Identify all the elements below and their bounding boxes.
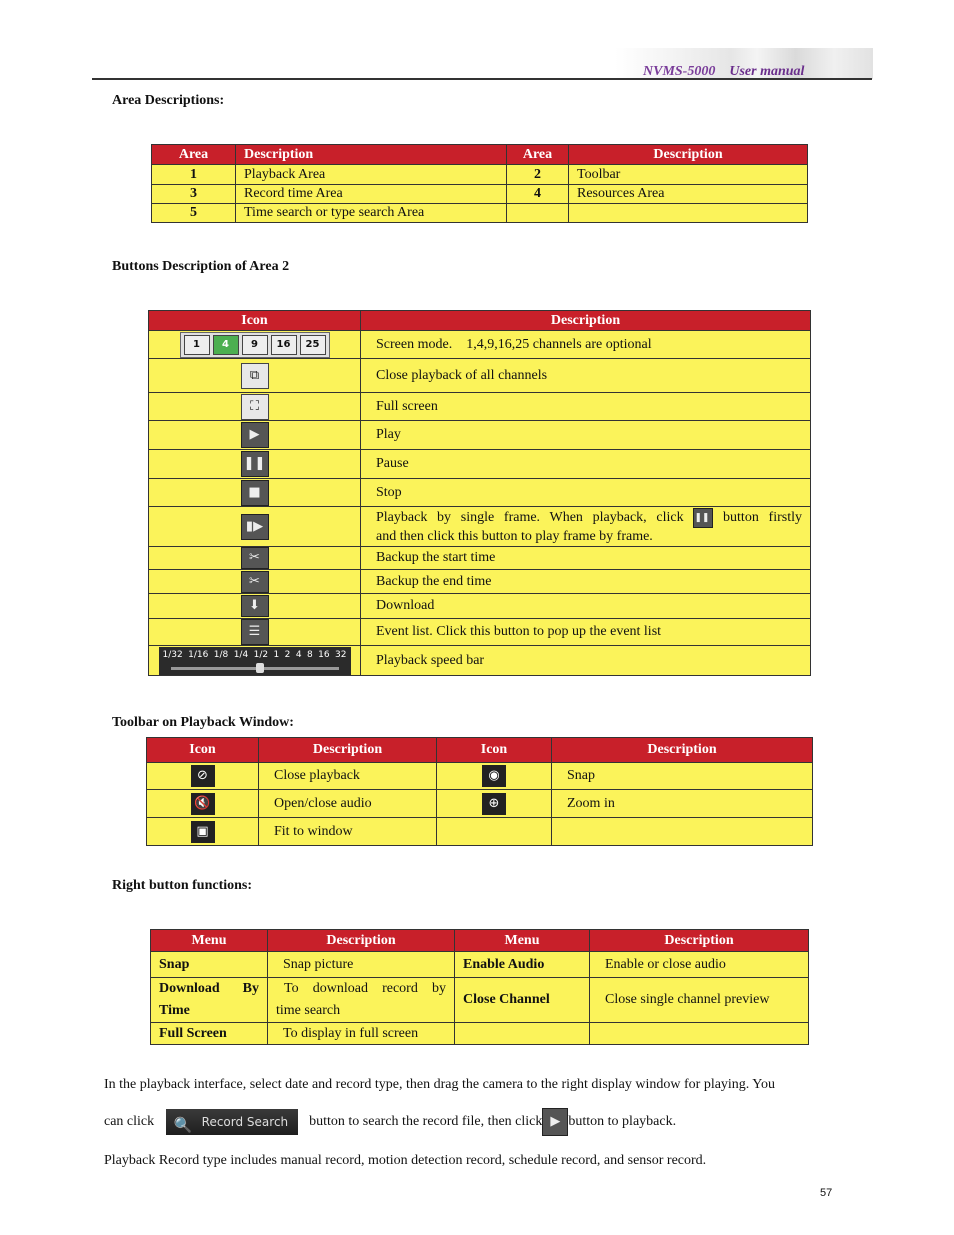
speed-label: 1/32 [162, 649, 183, 660]
col-area: Area [152, 145, 236, 165]
record-search-button[interactable] [166, 1109, 298, 1135]
text: button to playback. [568, 1114, 677, 1129]
menu-cell [455, 1023, 590, 1045]
toolbar-table [146, 737, 813, 846]
single-frame-line-2: and then click this button to play frame by frame. [376, 529, 653, 544]
mode-9-icon: 9 [242, 335, 268, 355]
download-icon: ⬇ [241, 595, 269, 617]
toolbar-table-header [147, 738, 813, 763]
description-cell: Playback speed bar [361, 646, 811, 676]
text: button firstly [723, 510, 802, 526]
col-description: Description [259, 738, 437, 763]
col-description: Description [569, 145, 808, 165]
table-row [147, 790, 813, 818]
table-row [149, 646, 811, 676]
cell: Record time Area [236, 185, 507, 204]
manual-label: User manual [729, 64, 805, 79]
description-cell: Stop [361, 479, 811, 507]
product-name: NVMS-5000 [643, 64, 716, 79]
table-row [149, 393, 811, 421]
play-icon: ▶ [241, 422, 269, 448]
right-button-table-header [151, 930, 809, 952]
icon-cell [149, 646, 361, 676]
cell: Playback Area [236, 165, 507, 185]
cell: Resources Area [569, 185, 808, 204]
table-row [149, 570, 811, 594]
table-row [149, 507, 811, 547]
speed-labels [163, 650, 347, 660]
speed-label: 16 [318, 649, 330, 660]
cell: 3 [152, 185, 236, 204]
description-cell: Download [361, 594, 811, 619]
table-row [149, 479, 811, 507]
description-cell: Backup the start time [361, 547, 811, 570]
description-cell [268, 978, 455, 1023]
speed-label: 1 [273, 649, 280, 660]
search-icon: 🔍 [173, 1115, 193, 1134]
description-cell: To display in full screen [268, 1023, 455, 1045]
description-cell: Fit to window [259, 818, 437, 846]
icon-cell [149, 547, 361, 570]
right-button-table [150, 929, 809, 1045]
cell: 5 [152, 204, 236, 223]
pause-icon: ❚❚ [693, 508, 713, 528]
icon-cell [149, 450, 361, 479]
speed-knob-icon [256, 663, 264, 673]
icon-cell [149, 619, 361, 646]
table-row [149, 421, 811, 450]
scissors-icon: ✂ [241, 571, 269, 593]
event-list-icon: ☰ [241, 619, 269, 645]
table-row [149, 450, 811, 479]
table-row [152, 165, 808, 185]
icon-cell [149, 359, 361, 393]
icon-cell [149, 507, 361, 547]
description-cell: Open/close audio [259, 790, 437, 818]
speed-bar-icon [159, 647, 351, 675]
description-cell: Zoom in [552, 790, 813, 818]
col-icon: Icon [149, 311, 361, 331]
description-cell: Screen mode. 1,4,9,16,25 channels are optional [361, 331, 811, 359]
audio-icon: 🔇 [191, 793, 215, 815]
cell [569, 204, 808, 223]
table-row [149, 547, 811, 570]
menu-cell: Snap [151, 952, 268, 978]
menu-cell: Close Channel [455, 978, 590, 1023]
description-cell: Pause [361, 450, 811, 479]
col-menu: Menu [455, 930, 590, 952]
table-row [147, 818, 813, 846]
cell: Toolbar [569, 165, 808, 185]
speed-label: 32 [335, 649, 347, 660]
speed-label: 1/8 [213, 649, 229, 660]
mode-4-icon: 4 [213, 335, 239, 355]
icon-cell [149, 331, 361, 359]
description-line-1: To download record by [284, 981, 446, 996]
col-icon: Icon [147, 738, 259, 763]
description-cell: Play [361, 421, 811, 450]
icon-cell [147, 763, 259, 790]
zoom-in-icon: ⊕ [482, 793, 506, 815]
icon-cell [149, 393, 361, 421]
cell [552, 818, 813, 846]
cell: Time search or type search Area [236, 204, 507, 223]
description-cell: Enable or close audio [590, 952, 809, 978]
toolbar-heading: Toolbar on Playback Window: [112, 715, 294, 730]
description-cell: Close single channel preview [590, 978, 809, 1023]
description-line-2: time search [276, 1003, 341, 1018]
icon-cell [437, 763, 552, 790]
col-description: Description [552, 738, 813, 763]
right-button-heading: Right button functions: [112, 878, 253, 893]
description-cell: Full screen [361, 393, 811, 421]
table-row [149, 359, 811, 393]
cell: 2 [507, 165, 569, 185]
col-menu: Menu [151, 930, 268, 952]
cell: 1 [152, 165, 236, 185]
screen-mode-icon [180, 332, 330, 358]
text: Playback by single frame. When playback, click [376, 510, 684, 526]
text: button to search the record file, then click [309, 1114, 543, 1129]
header-title [643, 64, 804, 80]
area-table-header [152, 145, 808, 165]
text: Download [159, 981, 220, 996]
text: can click [104, 1114, 155, 1129]
single-frame-icon: ▮▶ [241, 514, 269, 540]
table-row [151, 1023, 809, 1045]
paragraph-1: In the playback interface, select date and record type, then drag the camera to the right display window for playing. You [104, 1077, 775, 1092]
mode-25-icon: 25 [300, 335, 326, 355]
play-icon[interactable]: ▶ [542, 1108, 568, 1136]
speed-label: 1/16 [188, 649, 209, 660]
table-row [151, 978, 809, 1023]
speed-track [171, 667, 339, 670]
record-search-label: Record Search [201, 1114, 289, 1129]
description-cell: Event list. Click this button to pop up the event list [361, 619, 811, 646]
single-frame-line-1 [376, 508, 802, 528]
cell: 4 [507, 185, 569, 204]
speed-label: 2 [284, 649, 291, 660]
area2-buttons-table [148, 310, 811, 676]
table-row [152, 204, 808, 223]
pause-icon: ❚❚ [241, 451, 269, 477]
table-row [149, 594, 811, 619]
description-cell: Snap picture [268, 952, 455, 978]
description-cell: Backup the end time [361, 570, 811, 594]
speed-label: 4 [295, 649, 302, 660]
col-description: Description [590, 930, 809, 952]
table-row [149, 331, 811, 359]
mode-16-icon: 16 [271, 335, 297, 355]
description-cell: Close playback of all channels [361, 359, 811, 393]
menu-cell: Enable Audio [455, 952, 590, 978]
speed-label: 1/2 [253, 649, 269, 660]
paragraph-2 [104, 1107, 676, 1137]
description-cell: Close playback [259, 763, 437, 790]
table-row [151, 952, 809, 978]
cell [507, 204, 569, 223]
col-description: Description [361, 311, 811, 331]
icon-cell [437, 790, 552, 818]
description-cell [361, 507, 811, 547]
text: By [242, 981, 259, 996]
icon-cell [147, 790, 259, 818]
close-all-playback-icon: ⧉ [241, 363, 269, 389]
menu-cell [151, 978, 268, 1023]
area-table [151, 144, 808, 223]
scissors-icon: ✂ [241, 547, 269, 569]
page-number: 57 [820, 1187, 833, 1199]
cell [437, 818, 552, 846]
icon-cell [149, 594, 361, 619]
speed-label: 1/4 [233, 649, 249, 660]
close-playback-icon: ⊘ [191, 765, 215, 787]
icon-cell [147, 818, 259, 846]
area2-heading: Buttons Description of Area 2 [112, 259, 290, 274]
area-descriptions-heading: Area Descriptions: [112, 93, 225, 108]
col-area: Area [507, 145, 569, 165]
menu-line-2: Time [159, 1003, 190, 1018]
speed-label: 8 [306, 649, 313, 660]
description-cell: Snap [552, 763, 813, 790]
table-row [149, 619, 811, 646]
mode-1-icon: 1 [184, 335, 210, 355]
col-description: Description [268, 930, 455, 952]
col-icon: Icon [437, 738, 552, 763]
icon-cell [149, 570, 361, 594]
paragraph-3: Playback Record type includes manual record, motion detection record, schedule record, and sensor record. [104, 1153, 707, 1168]
icon-cell [149, 479, 361, 507]
icon-cell [149, 421, 361, 450]
stop-icon: ■ [241, 480, 269, 506]
col-description: Description [236, 145, 507, 165]
table-row [152, 185, 808, 204]
table-row [147, 763, 813, 790]
full-screen-icon: ⛶ [241, 394, 269, 420]
area2-table-header [149, 311, 811, 331]
menu-line-1 [159, 978, 259, 1000]
fit-window-icon: ▣ [191, 821, 215, 843]
description-cell [590, 1023, 809, 1045]
snap-icon: ◉ [482, 765, 506, 787]
menu-cell: Full Screen [151, 1023, 268, 1045]
